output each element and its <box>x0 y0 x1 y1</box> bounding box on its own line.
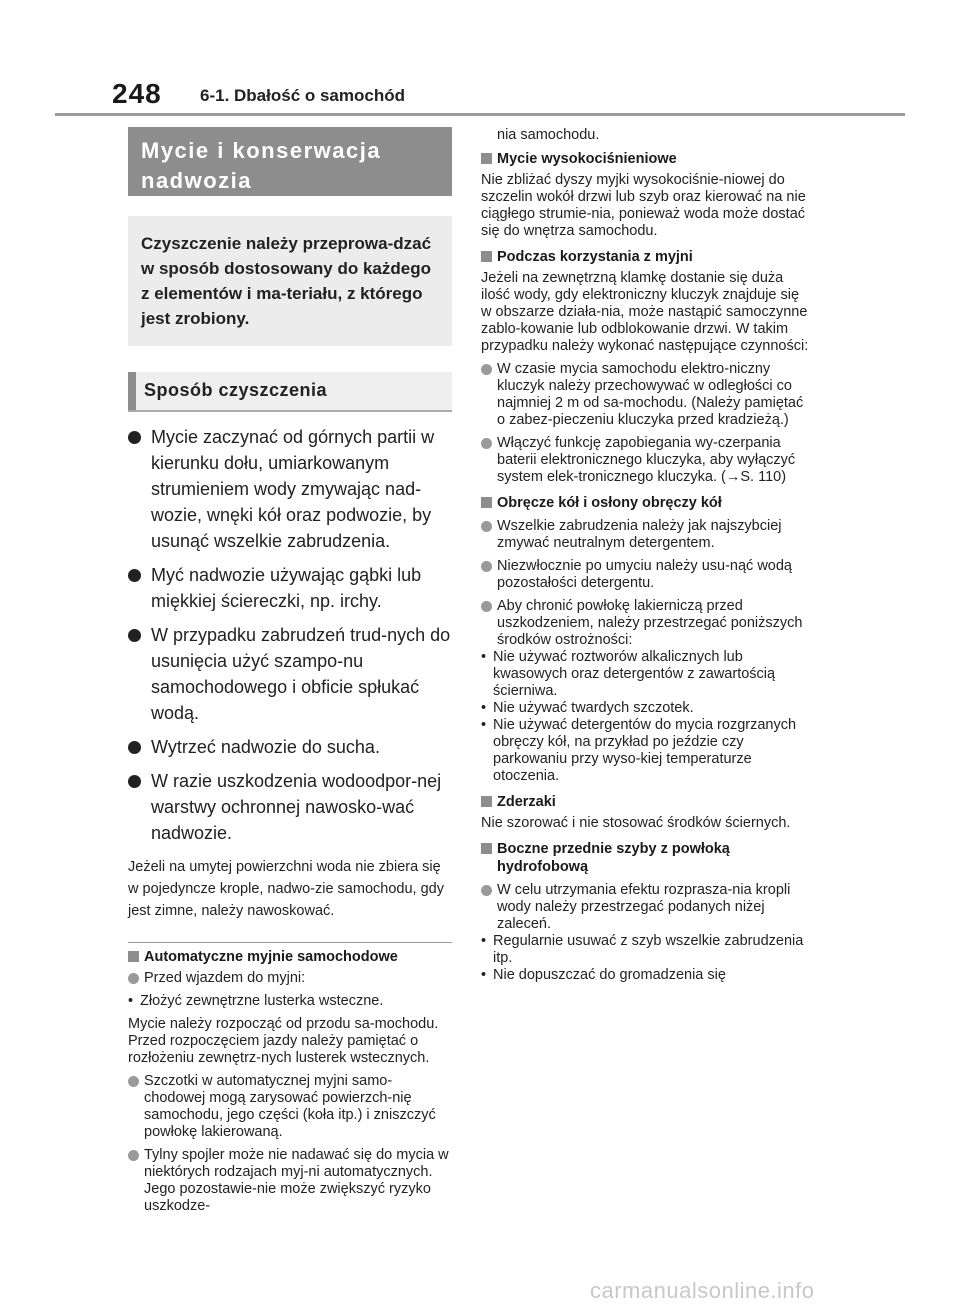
bullet-icon <box>481 364 492 375</box>
square-bullet-icon <box>481 153 492 164</box>
watermark: carmanualsonline.info <box>590 1278 815 1303</box>
bullet-icon <box>481 438 492 449</box>
bumpers-heading: Zderzaki <box>481 793 811 811</box>
section-title: Mycie i konserwacja nadwozia <box>128 127 452 196</box>
square-bullet-icon <box>481 843 492 854</box>
paragraph: Jeżeli na zewnętrzną klamkę dostanie się duża ilość wody, gdy elektroniczny kluczyk znajduje się w obszarze działa-nia, może nastąpić samoczynne zablo-kowanie lub odblokowanie drzwi. W takim przypadku należy wykonać następujące czynności: <box>481 270 809 354</box>
auto-wash-heading: Automatyczne myjnie samochodowe <box>128 948 452 966</box>
list-item: • Nie używać detergentów do mycia rozgrzanych obręczy kół, na przykład po jeździe czy parkowaniu przy wyso-kiej temperaturze otoczenia. <box>481 717 797 784</box>
bullet-icon <box>481 561 492 572</box>
bullet-icon <box>481 521 492 532</box>
right-column <box>481 127 811 984</box>
list-item: W razie uszkodzenia wodoodpor-nej warstwy ochronnej nawosko-wać nadwozie. <box>128 768 452 846</box>
side-windows-heading: Boczne przednie szyby z powłoką hydrofobową <box>481 840 811 876</box>
intro-box: Czyszczenie należy przeprowa-dzać w sposób dostosowany do każdego z elementów i ma-teriału, z którego jest zrobiony. <box>128 216 452 346</box>
chapter-title: 6-1. Dbałość o samochód <box>200 86 405 105</box>
left-column <box>128 127 452 1215</box>
square-bullet-icon <box>481 251 492 262</box>
list-item: Aby chronić powłokę lakierniczą przed uszkodzeniem, należy przestrzegać poniższych środków ostrożności: <box>481 598 811 649</box>
list-item: Szczotki w automatycznej myjni samo-chodowej mogą zarysować powierzch-nię samochodu, jego części (koła itp.) i zniszczyć powłokę lakierowaną. <box>128 1073 452 1141</box>
bullet-icon <box>128 1076 139 1087</box>
list-item: Tylny spojler może nie nadawać się do mycia w niektórych rodzajach myj-ni automatycznych. Jego pozostawie-nie może zwiększyć ryzyko uszkodze- <box>128 1147 452 1215</box>
wax-note: Jeżeli na umytej powierzchni woda nie zbiera się w pojedyncze krople, nadwo-zie samochodu, gdy jest zimne, należy nawoskować. <box>128 859 444 919</box>
list-item: • Nie dopuszczać do gromadzenia się <box>481 967 726 983</box>
page-header <box>0 0 960 118</box>
bullet-icon <box>128 629 141 642</box>
paragraph: Nie szorować i nie stosować środków ściernych. <box>481 815 791 831</box>
square-bullet-icon <box>481 796 492 807</box>
bullet-icon <box>128 775 141 788</box>
bullet-icon <box>128 431 141 444</box>
list-item: Włączyć funkcję zapobiegania wy-czerpania baterii elektronicznego kluczyka, aby wyłączyć system elek-tronicznego kluczyka. (→S. 110) <box>481 435 811 486</box>
subheading <box>128 372 452 412</box>
list-item: • Nie używać twardych szczotek. <box>481 700 694 716</box>
list-item: Przed wjazdem do myjni: <box>128 970 452 987</box>
list-item: Mycie zaczynać od górnych partii w kierunku dołu, umiarkowanym strumieniem wody zmywając nad-wozie, wnęki kół oraz podwozie, by usunąć wszelkie zabrudzenia. <box>128 424 452 554</box>
bullet-icon <box>481 885 492 896</box>
list-item: Niezwłocznie po umyciu należy usu-nąć wodą pozostałości detergentu. <box>481 558 811 592</box>
bullet-icon <box>128 741 141 754</box>
continued-text: nia samochodu. <box>497 127 600 143</box>
bullet-icon <box>128 1150 139 1161</box>
bullet-icon <box>128 973 139 984</box>
subheading-bar <box>128 372 136 410</box>
square-bullet-icon <box>128 951 139 962</box>
paragraph: Mycie należy rozpocząć od przodu sa-mochodu. Przed rozpoczęciem jazdy należy pamiętać o rozłożeniu zewnętrz-nych lusterek wstecznych. <box>128 1016 439 1066</box>
list-item: W celu utrzymania efektu rozprasza-nia kropli wody należy przestrzegać podanych niżej zaleceń. <box>481 882 811 933</box>
bullet-list <box>128 424 452 846</box>
header-rule <box>55 113 905 116</box>
paragraph: Nie zbliżać dyszy myjki wysokociśnie-niowej do szczelin wokół drzwi lub szyb oraz kierować na nie ciągłego strumie-nia, ponieważ woda może dostać się do wnętrza samochodu. <box>481 172 806 239</box>
high-pressure-heading: Mycie wysokociśnieniowe <box>481 150 811 168</box>
section-divider <box>128 942 452 943</box>
bullet-icon <box>481 601 492 612</box>
page-number: 248 <box>112 78 162 109</box>
car-wash-heading: Podczas korzystania z myjni <box>481 248 811 266</box>
list-item: Wszelkie zabrudzenia należy jak najszybciej zmywać neutralnym detergentem. <box>481 518 811 552</box>
list-item: Myć nadwozie używając gąbki lub miękkiej ściereczki, np. irchy. <box>128 562 452 614</box>
list-item: W czasie mycia samochodu elektro-niczny kluczyk należy przechowywać w odległości co najmniej 2 m od sa-mochodu. (Należy pamiętać o zabez-pieczeniu kluczyka przed kradzieżą.) <box>481 361 811 429</box>
bullet-icon <box>128 569 141 582</box>
list-item: W przypadku zabrudzeń trud-nych do usunięcia użyć szampo-nu samochodowego i obficie spłukać wodą. <box>128 622 452 726</box>
rims-heading: Obręcze kół i osłony obręczy kół <box>481 494 811 512</box>
list-item: Wytrzeć nadwozie do sucha. <box>128 734 452 760</box>
list-item: • Regularnie usuwać z szyb wszelkie zabrudzenia itp. <box>481 933 804 966</box>
subheading-text: Sposób czyszczenia <box>144 380 328 400</box>
list-item: • Złożyć zewnętrzne lusterka wsteczne. <box>128 993 384 1009</box>
list-item: • Nie używać roztworów alkalicznych lub kwasowych oraz detergentów z zawartością ścierniwa. <box>481 649 776 699</box>
square-bullet-icon <box>481 497 492 508</box>
